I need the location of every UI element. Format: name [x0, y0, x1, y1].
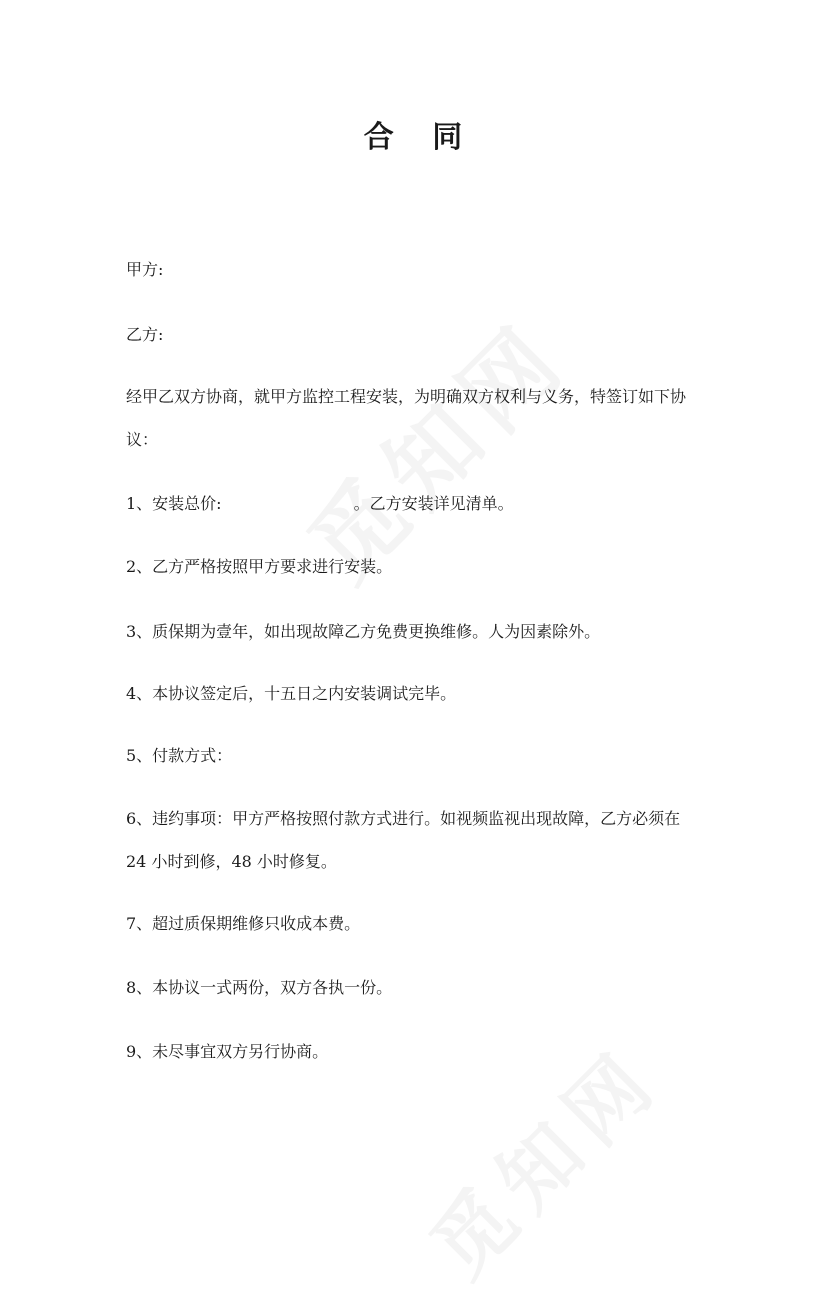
party-a-label: 甲方:	[126, 260, 164, 279]
clause-2: 2、乙方严格按照甲方要求进行安装。	[126, 557, 393, 576]
clause-8: 8、本协议一式两份，双方各执一份。	[126, 978, 393, 997]
clause-9: 9、未尽事宜双方另行协商。	[126, 1042, 329, 1061]
document-title: 合 同	[363, 120, 477, 155]
clause-6-line-1: 6、违约事项：甲方严格按照付款方式进行。如视频监视出现故障，乙方必须在	[126, 809, 681, 828]
clause-1-prefix: 1、安装总价:	[126, 494, 222, 513]
clause-5: 5、付款方式：	[126, 746, 233, 765]
watermark-bottom	[401, 1017, 682, 1298]
clause-3: 3、质保期为壹年，如出现故障乙方免费更换维修。人为因素除外。	[126, 622, 601, 641]
clause-7: 7、超过质保期维修只收成本费。	[126, 914, 361, 933]
intro-paragraph-line-2: 议：	[126, 430, 159, 449]
clause-1-suffix: 。乙方安装详见清单。	[353, 494, 514, 513]
clause-4: 4、本协议签定后，十五日之内安装调试完毕。	[126, 684, 457, 703]
clause-1	[126, 494, 514, 514]
clause-6-line-2: 24 小时到修，48 小时修复。	[126, 852, 337, 871]
party-b-label: 乙方:	[126, 325, 164, 344]
intro-paragraph-line-1: 经甲乙双方协商，就甲方监控工程安装，为明确双方权利与义务，特签订如下协	[126, 387, 687, 406]
